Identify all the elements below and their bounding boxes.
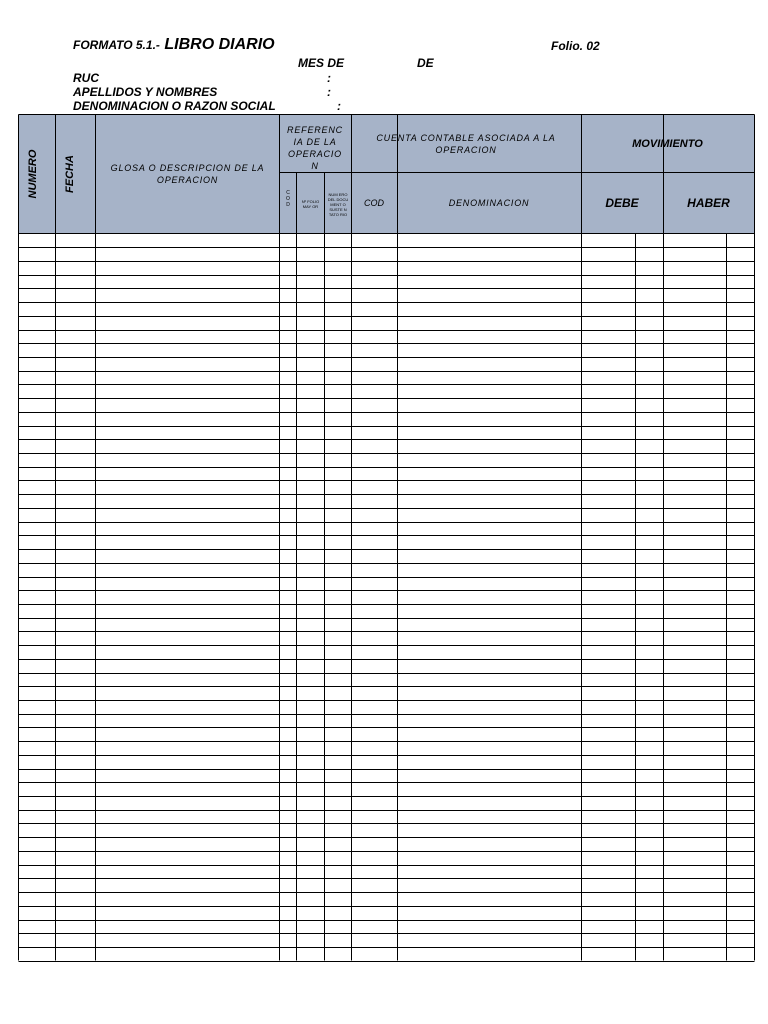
glosa-header-line1: GLOSA O DESCRIPCION DE LA: [110, 163, 265, 173]
numero-header: NUMERO: [27, 149, 39, 199]
ref-numero-header: NUM ERO DEL DOCU MENT O SUSTE N TATO RIO: [327, 191, 349, 217]
cuenta-header-line2: OPERACION: [435, 145, 497, 155]
fecha-header: FECHA: [64, 155, 76, 193]
cuenta-denominacion-header: DENOMINACION: [448, 198, 530, 208]
denominacion-label: DENOMINACION O RAZON SOCIAL: [73, 99, 276, 113]
denominacion-colon: :: [337, 99, 341, 113]
movimiento-header: MOVIMIENTO: [632, 138, 703, 150]
cuenta-cod-header: COD: [364, 198, 384, 208]
ruc-label: RUC: [73, 71, 99, 85]
cuenta-header-line1: CUENTA CONTABLE ASOCIADA A LA: [376, 133, 556, 143]
ref-folio-header: Nº FOLIO MAY OR: [301, 198, 320, 209]
ref-cod-header: C O D: [286, 190, 290, 208]
ruc-colon: :: [327, 71, 331, 85]
format-title: LIBRO DIARIO: [164, 36, 275, 53]
glosa-header: [96, 115, 279, 233]
apellidos-colon: :: [327, 85, 331, 99]
referencia-line3: OPERACIO: [288, 149, 342, 159]
format-prefix: FORMATO 5.1.-: [73, 38, 160, 52]
apellidos-label: APELLIDOS Y NOMBRES: [73, 85, 218, 99]
referencia-line4: N: [311, 161, 319, 171]
haber-header: HABER: [687, 196, 730, 210]
referencia-line1: REFERENC: [287, 125, 343, 135]
referencia-header: [279, 124, 351, 174]
folio-label: Folio. 02: [551, 39, 600, 53]
de-label: DE: [417, 56, 434, 70]
cuenta-header: [351, 126, 581, 162]
mes-label: MES DE: [298, 56, 345, 70]
glosa-header-line2: OPERACION: [156, 175, 219, 185]
debe-header: DEBE: [605, 196, 639, 210]
referencia-line2: IA DE LA: [293, 137, 337, 147]
